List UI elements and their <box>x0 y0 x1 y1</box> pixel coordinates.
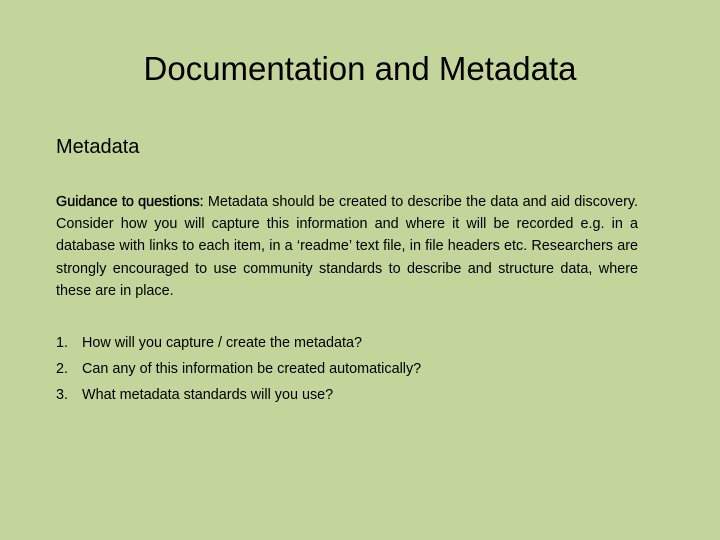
list-item-number: 3. <box>56 387 69 403</box>
guidance-lead: Guidance to questions: <box>56 194 204 210</box>
guidance-paragraph <box>56 191 638 302</box>
question-list <box>56 330 656 408</box>
list-item-number: 1. <box>56 335 69 351</box>
slide-title: Documentation and Metadata <box>143 50 577 87</box>
slide-subtitle: Metadata <box>56 136 140 158</box>
list-item <box>56 330 656 356</box>
list-item-number: 2. <box>56 361 69 377</box>
list-item <box>56 382 656 408</box>
guidance-text: Metadata should be created to describe the data and aid discovery. Consider how you will capture this information and where it will be recorded e.g. in a database with links to each item, in a ‘readme’ text file, in file headers etc. Researchers are strongly encouraged to use community standards to describe and structure data, where these are in place. <box>56 194 639 299</box>
list-item <box>56 356 656 382</box>
list-item-text: What metadata standards will you use? <box>82 387 334 403</box>
list-item-text: How will you capture / create the metadata? <box>82 335 362 351</box>
list-item-text: Can any of this information be created automatically? <box>82 361 422 377</box>
